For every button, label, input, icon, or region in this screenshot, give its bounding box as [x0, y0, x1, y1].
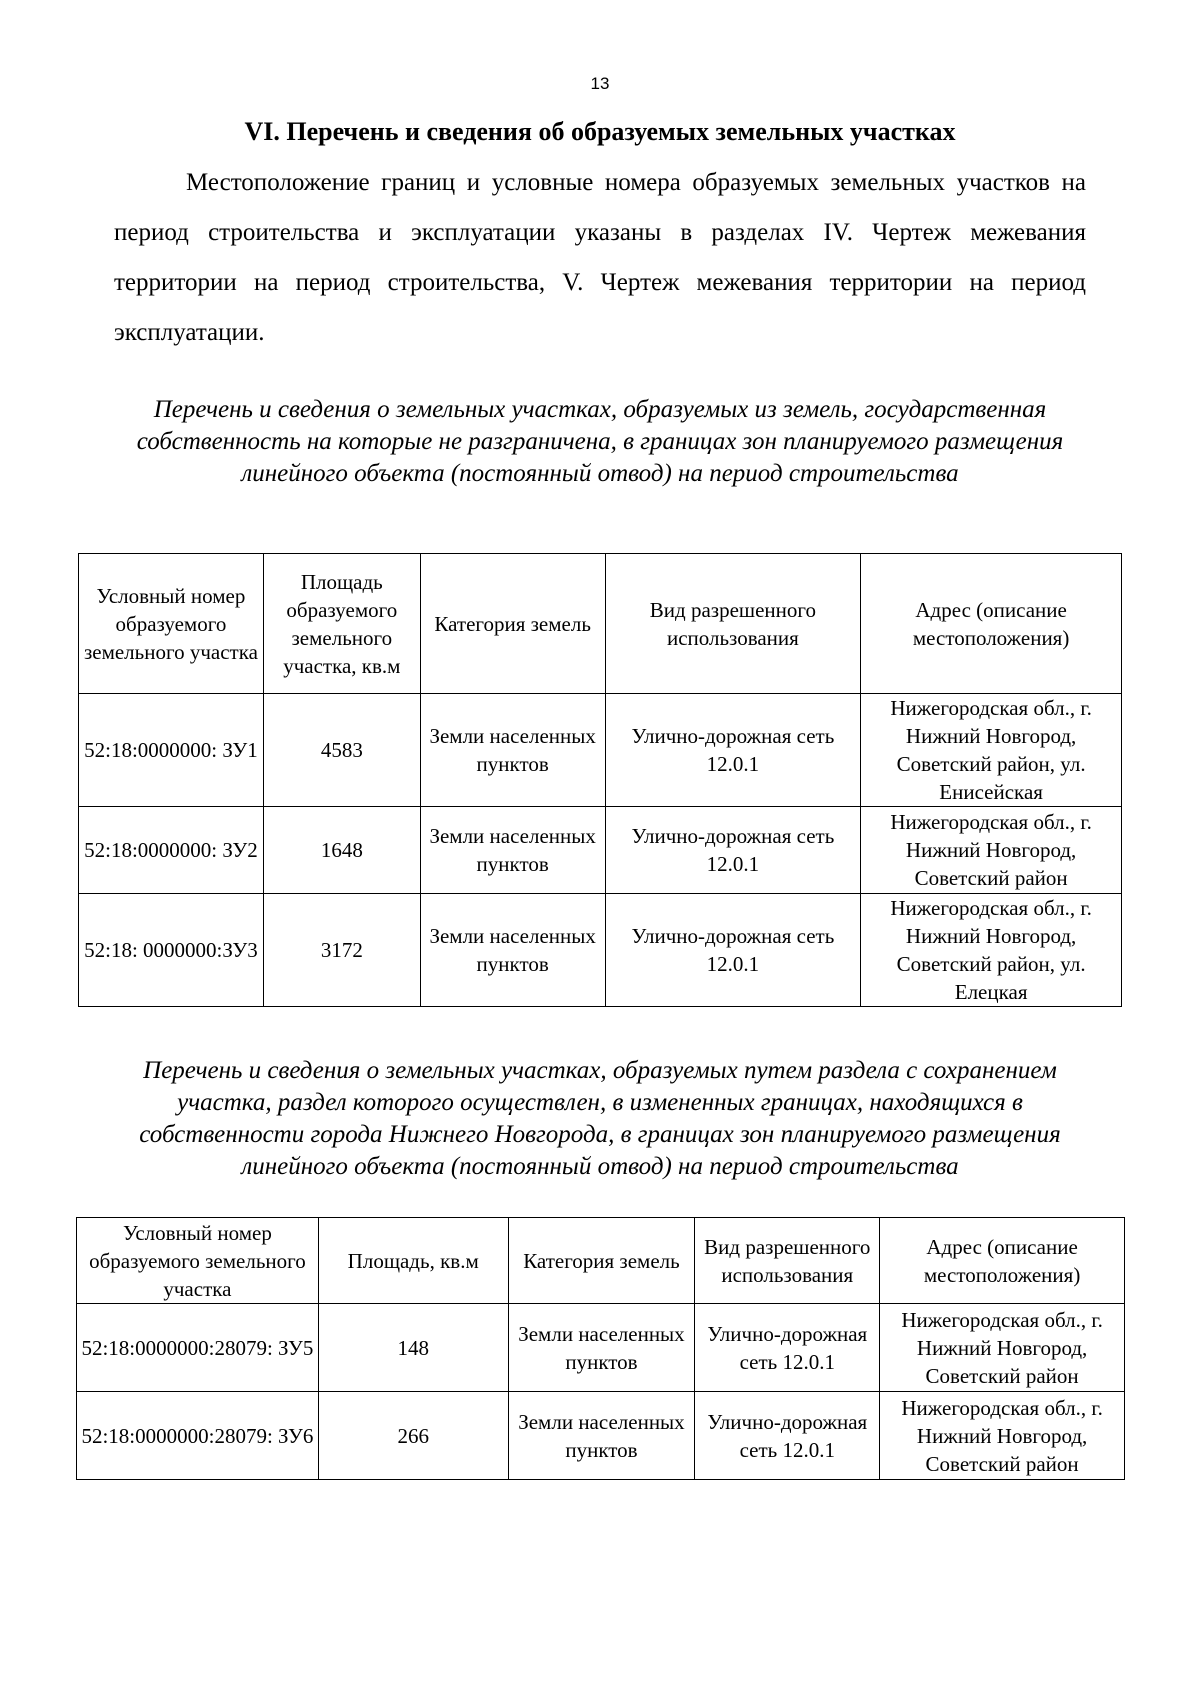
table2-header-use: Вид разрешенного использования	[695, 1218, 880, 1304]
cell-area: 1648	[263, 807, 420, 894]
table2-header-row	[77, 1218, 1125, 1304]
intro-paragraph	[114, 158, 1086, 358]
cell-address: Нижегородская обл., г. Нижний Новгород, Советский район	[861, 807, 1122, 894]
table-row	[79, 807, 1122, 894]
intro-text: Местоположение границ и условные номера образуемых земельных участков на период строительства и эксплуатации указаны в разделах IV. Чертеж межевания территории на период строительства, V. Чертеж межевания территории на период эксплуатации.	[114, 169, 1086, 346]
cell-category: Земли населенных пунктов	[508, 1392, 695, 1480]
table1-header-area: Площадь образуемого земельного участка, кв.м	[263, 554, 420, 694]
table1-header-row	[79, 554, 1122, 694]
table1-caption: Перечень и сведения о земельных участках, образуемых из земель, государственная собственность на которые не разграничена, в границах зон планируемого размещения линейного объекта (постоянный отвод) на период строительства	[136, 396, 1064, 487]
cell-category: Земли населенных пунктов	[508, 1304, 695, 1392]
table1-header-category: Категория земель	[420, 554, 605, 694]
cell-use: Улично-дорожная сеть 12.0.1	[605, 894, 861, 1007]
cell-category: Земли населенных пунктов	[420, 807, 605, 894]
table-row	[79, 694, 1122, 807]
cell-area: 4583	[263, 694, 420, 807]
table2	[76, 1217, 1125, 1480]
page-number: 13	[590, 74, 610, 93]
cell-category: Земли населенных пунктов	[420, 894, 605, 1007]
cell-category: Земли населенных пунктов	[420, 694, 605, 807]
table-row	[79, 894, 1122, 1007]
cell-id: 52:18: 0000000:ЗУ3	[79, 894, 264, 1007]
table1	[78, 553, 1122, 1007]
cell-use: Улично-дорожная сеть 12.0.1	[695, 1304, 880, 1392]
table1-header-id: Условный номер образуемого земельного участка	[79, 554, 264, 694]
cell-address: Нижегородская обл., г. Нижний Новгород, Советский район, ул. Елецкая	[861, 894, 1122, 1007]
cell-id: 52:18:0000000: ЗУ2	[79, 807, 264, 894]
cell-address: Нижегородская обл., г. Нижний Новгород, Советский район	[880, 1392, 1125, 1480]
cell-area: 3172	[263, 894, 420, 1007]
table2-header-id: Условный номер образуемого земельного участка	[77, 1218, 319, 1304]
cell-use: Улично-дорожная сеть 12.0.1	[605, 807, 861, 894]
cell-id: 52:18:0000000:28079: ЗУ5	[77, 1304, 319, 1392]
table1-header-use: Вид разрешенного использования	[605, 554, 861, 694]
table2-caption: Перечень и сведения о земельных участках, образуемых путем раздела с сохранением участка, раздел которого осуществлен, в измененных границах, находящихся в собственности города Нижнего Новгорода, в границах зон планируемого размещения линейного объекта (постоянный отвод) на период строительства	[139, 1057, 1061, 1180]
cell-id: 52:18:0000000: ЗУ1	[79, 694, 264, 807]
table2-header-category: Категория земель	[508, 1218, 695, 1304]
cell-address: Нижегородская обл., г. Нижний Новгород, Советский район	[880, 1304, 1125, 1392]
cell-use: Улично-дорожная сеть 12.0.1	[605, 694, 861, 807]
table2-header-area: Площадь, кв.м	[318, 1218, 508, 1304]
table1-header-address: Адрес (описание местоположения)	[861, 554, 1122, 694]
cell-address: Нижегородская обл., г. Нижний Новгород, Советский район, ул. Енисейская	[861, 694, 1122, 807]
table-row	[77, 1304, 1125, 1392]
cell-id: 52:18:0000000:28079: ЗУ6	[77, 1392, 319, 1480]
cell-area: 148	[318, 1304, 508, 1392]
cell-area: 266	[318, 1392, 508, 1480]
table-row	[77, 1392, 1125, 1480]
section-heading: VI. Перечень и сведения об образуемых земельных участках	[244, 117, 956, 146]
table2-header-address: Адрес (описание местоположения)	[880, 1218, 1125, 1304]
cell-use: Улично-дорожная сеть 12.0.1	[695, 1392, 880, 1480]
